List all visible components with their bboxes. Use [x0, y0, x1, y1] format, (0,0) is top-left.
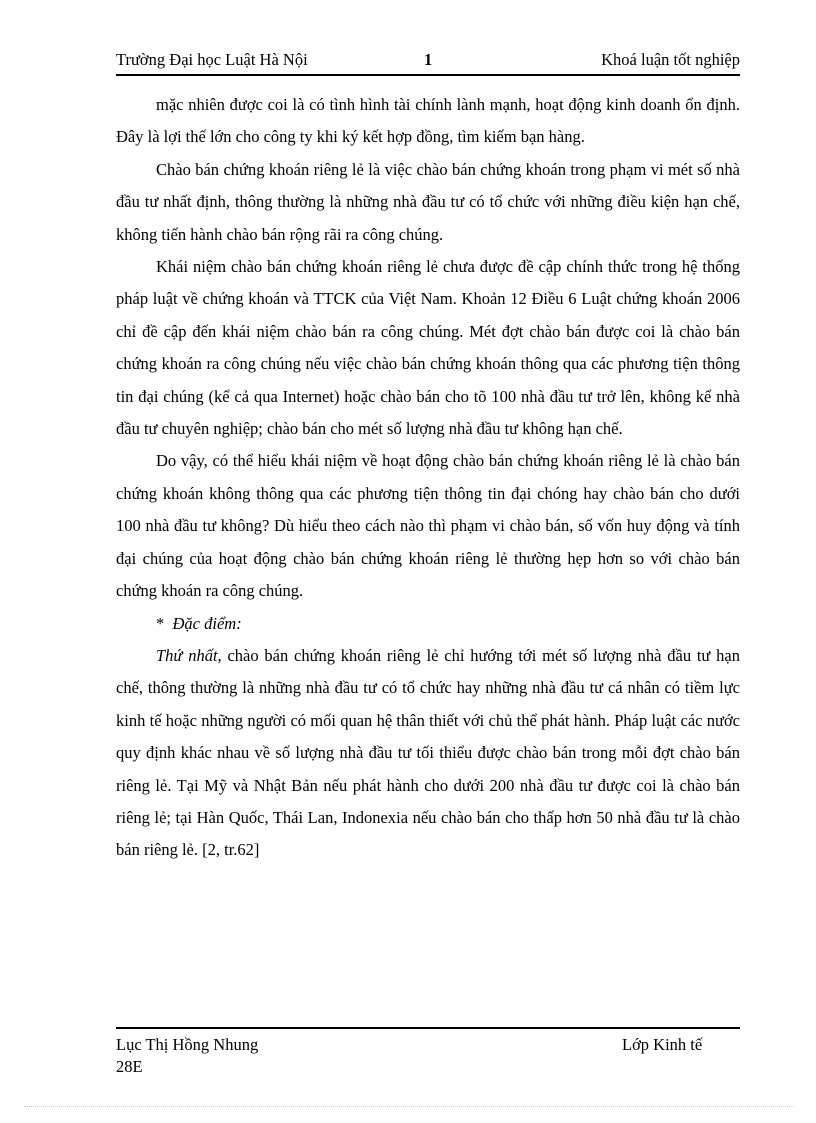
paragraph-5-lead: Thứ nhất, [156, 645, 222, 665]
header-thesis-label: Khoá luận tốt nghiệp [601, 50, 740, 69]
paragraph-1: mặc nhiên được coi là có tình hình tài chính lành mạnh, hoạt động kinh doanh ổn định. Đây là lợi thế lớn cho công ty khi ký kết hợp đồng, tìm kiếm bạn hàng. [116, 95, 740, 147]
footer-class-number: 28E [116, 1057, 143, 1076]
document-body [116, 89, 740, 867]
header-university: Trường Đại học Luật Hà Nội [116, 50, 308, 69]
footer-divider [116, 1027, 740, 1029]
paragraph-2: Chào bán chứng khoán riêng lẻ là việc chào bán chứng khoán trong phạm vi mét số nhà đầu tư nhất định, thông thường là những nhà đầu tư có tổ chức với những điều kiện hạn chế, không tiến hành chào bán rộng rãi ra công chúng. [116, 159, 740, 244]
paragraph-5-text: chào bán chứng khoán riêng lẻ chỉ hướng tới mét số lượng nhà đầu tư hạn chế, thông thường là những nhà đầu tư có tổ chức hay những nhà đầu tư cá nhân có tiềm lực kinh tế hoặc những người có mối quan hệ thân thiết với chủ thể phát hành. Pháp luật các nước quy định khác nhau về số lượng nhà đầu tư tối thiểu được chào bán trong mỗi đợt chào bán riêng lẻ. Tại Mỹ và Nhật Bản nếu phát hành cho dưới 200 nhà đầu tư được coi là chào bán riêng lẻ; tại Hàn Quốc, Thái Lan, Indonexia nếu chào bán cho thấp hơn 50 nhà đầu tư là chào bán riêng lẻ. [2, tr.62] [116, 645, 740, 860]
section-heading-characteristics [116, 608, 740, 640]
bullet-label: Đặc điểm: [172, 613, 242, 633]
bullet-star: * [156, 613, 165, 633]
footer-author: Lục Thị Hồng Nhung [116, 1035, 259, 1054]
paragraph-4: Do vậy, có thể hiểu khái niệm về hoạt động chào bán chứng khoán riêng lẻ là chào bán chứng khoán không thông qua các phương tiện thông tin đại chóng hay chào bán cho dưới 100 nhà đầu tư không? Dù hiểu theo cách nào thì phạm vi chào bán, số vốn huy động và tính đại chúng của hoạt động chào bán chứng khoán riêng lẻ thường hẹp hơn so với chào bán chứng khoán ra công chúng. [116, 451, 740, 601]
paragraph-5 [116, 640, 740, 867]
header-page-number: 1 [424, 50, 433, 69]
footer-class: Lớp Kinh tế [622, 1035, 703, 1054]
page-header [116, 48, 740, 76]
paragraph-3: Khái niệm chào bán chứng khoán riêng lẻ chưa được đề cập chính thức trong hệ thống pháp luật về chứng khoán và TTCK của Việt Nam. Khoản 12 Điều 6 Luật chứng khoán 2006 chỉ đề cập đến khái niệm chào bán ra công chúng. Mét đợt chào bán được coi là chào bán chứng khoán ra công chúng nếu việc chào bán chứng khoán thông qua các phương tiện thông tin đại chúng (kể cả qua Internet) hoặc chào bán cho tõ 100 nhà đầu tư trở lên, không kể nhà đầu tư chuyên nghiệp; chào bán cho mét số lượng nhà đầu tư không hạn chế. [116, 257, 740, 439]
page-edge-dotted-line [24, 1106, 794, 1107]
